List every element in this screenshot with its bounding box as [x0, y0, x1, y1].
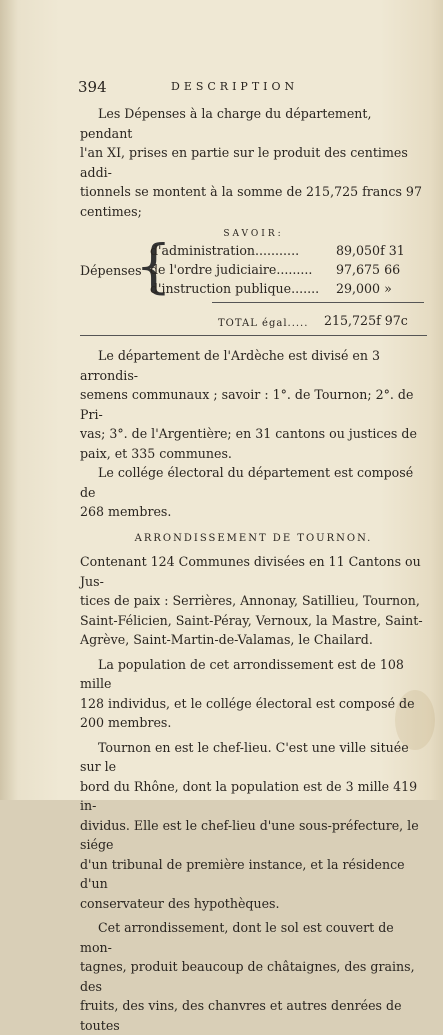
paragraph-line: paix, et 335 communes. — [80, 445, 232, 461]
paragraph-line: fruits, des vins, des chanvres et autres denrées de toutes — [80, 998, 402, 1033]
expense-row — [150, 260, 427, 279]
paragraph-line: tices de paix : Serrières, Annonay, Satillieu, Tournon, — [80, 593, 420, 608]
intro-line: centimes; — [80, 203, 142, 219]
paragraph-line: vas; 3°. de l'Argentière; en 31 cantons ou justices de — [80, 426, 417, 441]
paragraph-line: bord du Rhône, dont la population est de 3 mille 419 in- — [80, 778, 418, 813]
paragraph-line: 200 membres. — [80, 715, 172, 730]
expenses-items — [150, 241, 427, 298]
expense-amount: 89,050f 31 — [336, 243, 405, 258]
running-title: DESCRIPTION — [171, 80, 299, 93]
paragraph-line: tagnes, produit beaucoup de châtaignes, des grains, des — [80, 959, 415, 994]
expenses-label: Dépenses — [80, 263, 142, 278]
paragraph-line: 268 membres. — [80, 504, 172, 519]
paragraph-line: conservateur des hypothèques. — [80, 895, 280, 911]
sum-rule — [212, 302, 424, 303]
expense-label: d'administration........... — [150, 243, 300, 258]
paragraph-line: Agrève, Saint-Martin-de-Valamas, le Chailard. — [80, 632, 373, 647]
expense-row — [150, 241, 427, 260]
paragraph-line: d'un tribunal de première instance, et la résidence d'un — [80, 856, 405, 891]
expense-label: de l'ordre judiciaire......... — [150, 262, 313, 277]
paragraph-line: semens communaux ; savoir : 1°. de Tournon; 2°. de Pri- — [80, 387, 414, 422]
paragraph-line: Tournon en est le chef-lieu. C'est une ville située sur le — [80, 739, 409, 774]
paragraph-line: Cet arrondissement, dont le sol est couvert de mon- — [80, 920, 394, 955]
total-row — [80, 311, 427, 333]
intro-line: tionnels se montent à la somme de 215,725 francs 97 — [80, 184, 422, 199]
expense-amount: 97,675 66 — [336, 262, 401, 277]
intro-line: l'an XI, prises en partie sur le produit des centimes addi- — [80, 145, 408, 180]
paragraph-line: Le département de l'Ardèche est divisé en 3 arrondis- — [80, 348, 380, 383]
page-number: 394 — [78, 78, 107, 96]
expense-label: d'instruction publique....... — [150, 281, 320, 296]
expense-amount: 29,000 » — [336, 281, 392, 296]
paragraph-line: Saint-Félicien, Saint-Péray, Vernoux, la Mastre, Saint- — [80, 612, 423, 628]
paragraph-line: Contenant 124 Communes divisées en 11 Cantons ou Jus- — [80, 554, 421, 589]
paragraph-line: Le collége électoral du département est composé de — [80, 465, 414, 500]
paragraph-line: 128 individus, et le collége électoral est composé de — [80, 695, 415, 711]
paragraph-line: dividus. Elle est le chef-lieu d'une sous-préfecture, le siége — [80, 817, 419, 852]
intro-line: Les Dépenses à la charge du département, pendant — [80, 106, 372, 141]
total-label: TOTAL égal..... — [218, 318, 309, 329]
expense-row — [150, 279, 427, 298]
brace-icon: { — [135, 232, 172, 300]
total-amount: 215,725f 97c — [324, 313, 408, 328]
section-title: ARRONDISSEMENT DE TOURNON. — [134, 532, 373, 544]
section-divider — [80, 335, 427, 336]
savoir-heading: SAVOIR: — [223, 229, 284, 239]
paragraph-line: La population de cet arrondissement est de 108 mille — [80, 656, 404, 691]
page-body — [80, 104, 427, 1035]
page-header — [78, 78, 403, 98]
